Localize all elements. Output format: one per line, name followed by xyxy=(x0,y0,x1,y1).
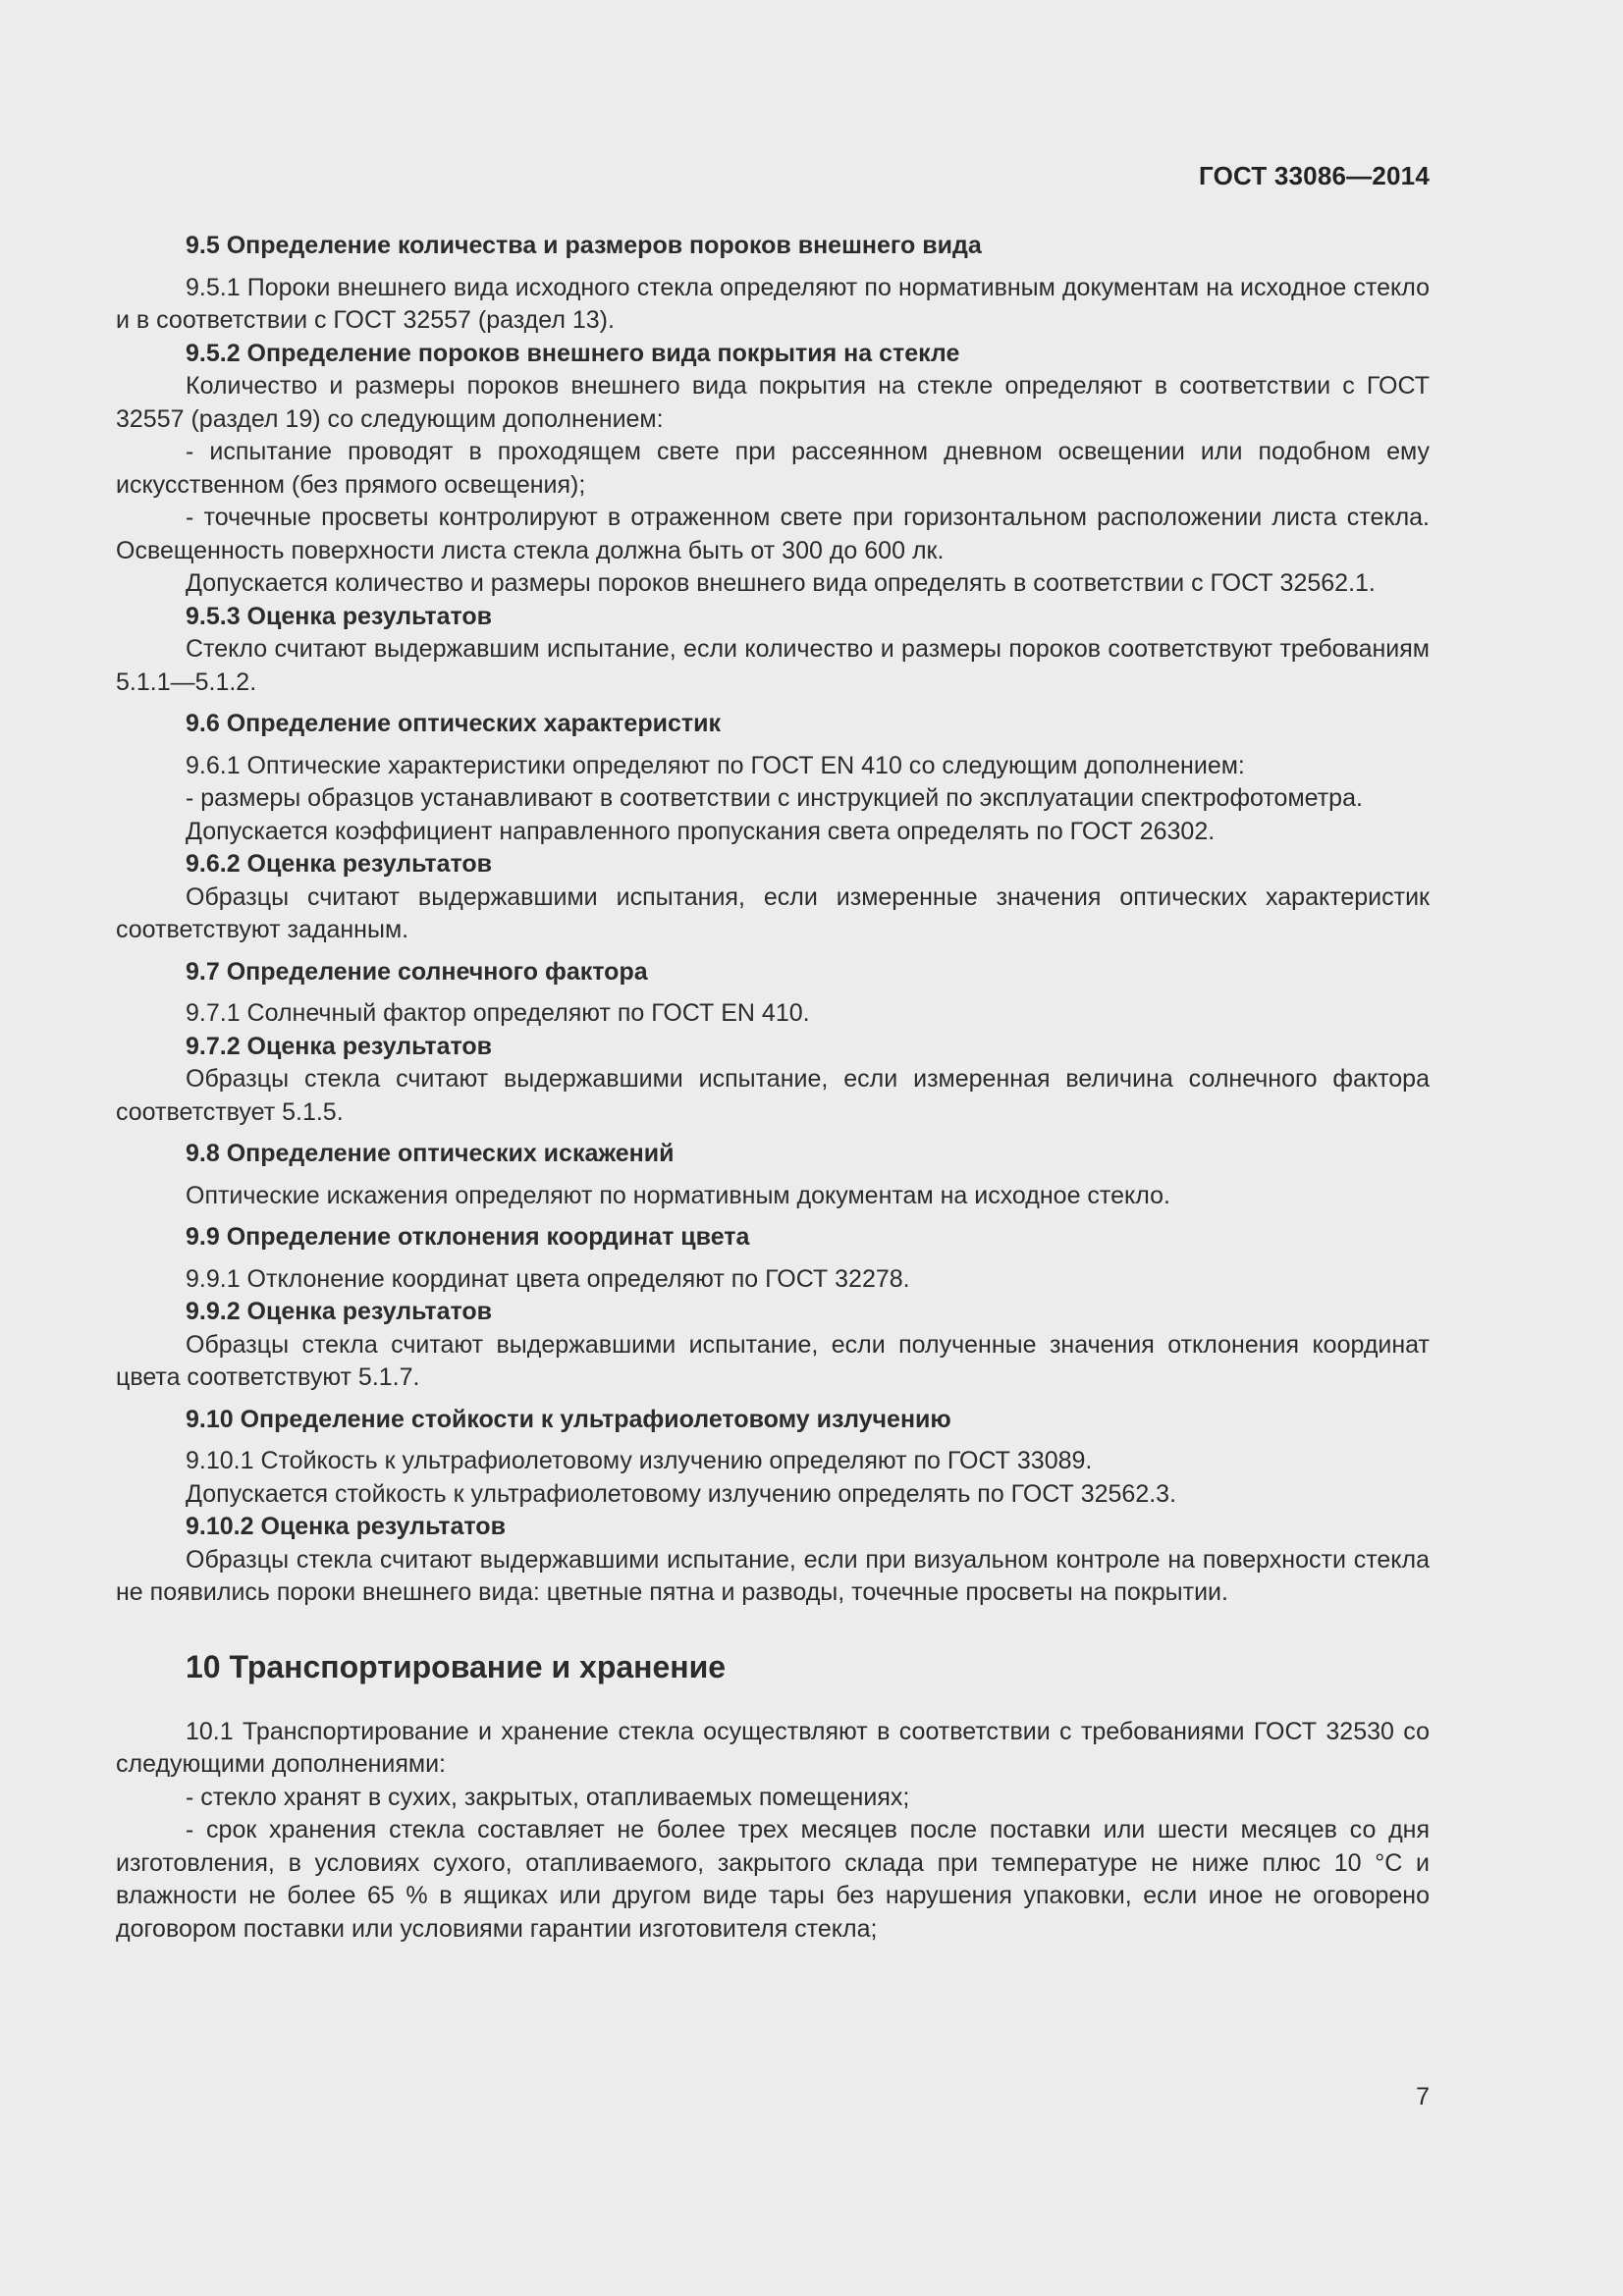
paragraph-9-5-2-allowance: Допускается количество и размеры пороков внешнего вида определять в соответствии с ГОСТ 32562.1. xyxy=(186,569,1376,597)
heading-9-6-2: 9.6.2 Оценка результатов xyxy=(186,850,493,878)
heading-9-9-2: 9.9.2 Оценка результатов xyxy=(186,1298,493,1325)
paragraph-9-9-1: 9.9.1 Отклонение координат цвета определяют по ГОСТ 32278. xyxy=(186,1264,910,1293)
heading-9-6: 9.6 Определение оптических характеристик xyxy=(186,710,721,737)
list-item-10-1-1: - стекло хранят в сухих, закрытых, отапливаемых помещениях; xyxy=(186,1783,910,1811)
heading-9-8: 9.8 Определение оптических искажений xyxy=(186,1140,675,1167)
paragraph-9-6-2: Образцы считают выдержавшими испытания, если измеренные значения оптических характеристик соответствуют заданным. xyxy=(116,882,1430,943)
paragraph-9-10-2: Образцы стекла считают выдержавшими испытание, если при визуальном контроле на поверхности стекла не появились пороки внешнего вида: цветные пятна и разводы, точечные просветы на покрытии. xyxy=(116,1545,1430,1606)
list-item-9-5-2-2: - точечные просветы контролируют в отраженном свете при горизонтальном расположении листа стекла. Освещенность поверхности листа стекла должна быть от 300 до 600 лк. xyxy=(116,504,1430,564)
heading-9-7: 9.7 Определение солнечного фактора xyxy=(186,957,648,986)
document-code-header: ГОСТ 33086—2014 xyxy=(1199,161,1430,190)
paragraph-9-7-1: 9.7.1 Солнечный фактор определяют по ГОСТ EN 410. xyxy=(186,999,810,1027)
paragraph-9-8: Оптические искажения определяют по нормативным документам на исходное стекло. xyxy=(186,1181,1170,1209)
paragraph-9-5-2-intro: Количество и размеры пороков внешнего вида покрытия на стекле определяют в соответствии с ГОСТ 32557 (раздел 19) со следующим дополнением: xyxy=(116,372,1430,433)
section-title-10: 10 Транспортирование и хранение xyxy=(186,1648,727,1684)
document-body xyxy=(116,230,1430,1946)
list-item-10-1-2: - срок хранения стекла составляет не более трех месяцев после поставки или шести месяцев со дня изготовления, в условиях сухого, отапливаемого, закрытого склада при температуре не ниже плюс 10 °С и влажности не более 65 % в ящиках или другом виде тары без нарушения упаковки, если иное не оговорено договором поставки или условиями гарантии изготовителя стекла; xyxy=(116,1816,1430,1943)
paragraph-9-9-2: Образцы стекла считают выдержавшими испытание, если полученные значения отклонения координат цвета соответствуют 5.1.7. xyxy=(116,1330,1430,1391)
list-item-9-6-1: - размеры образцов устанавливают в соответствии с инструкцией по эксплуатации спектрофотометра. xyxy=(186,784,1363,812)
heading-9-10-2: 9.10.2 Оценка результатов xyxy=(186,1513,506,1540)
heading-9-9: 9.9 Определение отклонения координат цвета xyxy=(186,1223,750,1251)
heading-9-5-2: 9.5.2 Определение пороков внешнего вида покрытия на стекле xyxy=(186,339,960,367)
heading-9-7-2: 9.7.2 Оценка результатов xyxy=(186,1032,493,1060)
heading-9-5: 9.5 Определение количества и размеров пороков внешнего вида xyxy=(186,232,982,259)
paragraph-9-10-1-allowance: Допускается стойкость к ультрафиолетовому излучению определять по ГОСТ 32562.3. xyxy=(186,1479,1177,1508)
paragraph-10-1: 10.1 Транспортирование и хранение стекла осуществляют в соответствии с требованиями ГОСТ 32530 со следующими дополнениями: xyxy=(116,1717,1430,1778)
paragraph-9-10-1: 9.10.1 Стойкость к ультрафиолетовому излучению определяют по ГОСТ 33089. xyxy=(186,1447,1093,1474)
paragraph-9-6-1-allowance: Допускается коэффициент направленного пропускания света определять по ГОСТ 26302. xyxy=(186,817,1216,845)
heading-9-5-3: 9.5.3 Оценка результатов xyxy=(186,602,493,630)
list-item-9-5-2-1: - испытание проводят в проходящем свете при рассеянном дневном освещении или подобном ему искусственном (без прямого освещения); xyxy=(116,438,1430,499)
paragraph-9-5-1: 9.5.1 Пороки внешнего вида исходного стекла определяют по нормативным документам на исходное стекло и в соответствии с ГОСТ 32557 (раздел 13). xyxy=(116,273,1430,334)
paragraph-9-7-2: Образцы стекла считают выдержавшими испытание, если измеренная величина солнечного фактора соответствует 5.1.5. xyxy=(116,1065,1430,1126)
heading-9-10: 9.10 Определение стойкости к ультрафиолетовому излучению xyxy=(186,1405,951,1433)
paragraph-9-6-1: 9.6.1 Оптические характеристики определяют по ГОСТ EN 410 со следующим дополнением: xyxy=(186,751,1245,779)
page-number: 7 xyxy=(1416,2083,1430,2110)
paragraph-9-5-3: Стекло считают выдержавшим испытание, если количество и размеры пороков соответствуют требованиям 5.1.1—5.1.2. xyxy=(116,635,1430,696)
